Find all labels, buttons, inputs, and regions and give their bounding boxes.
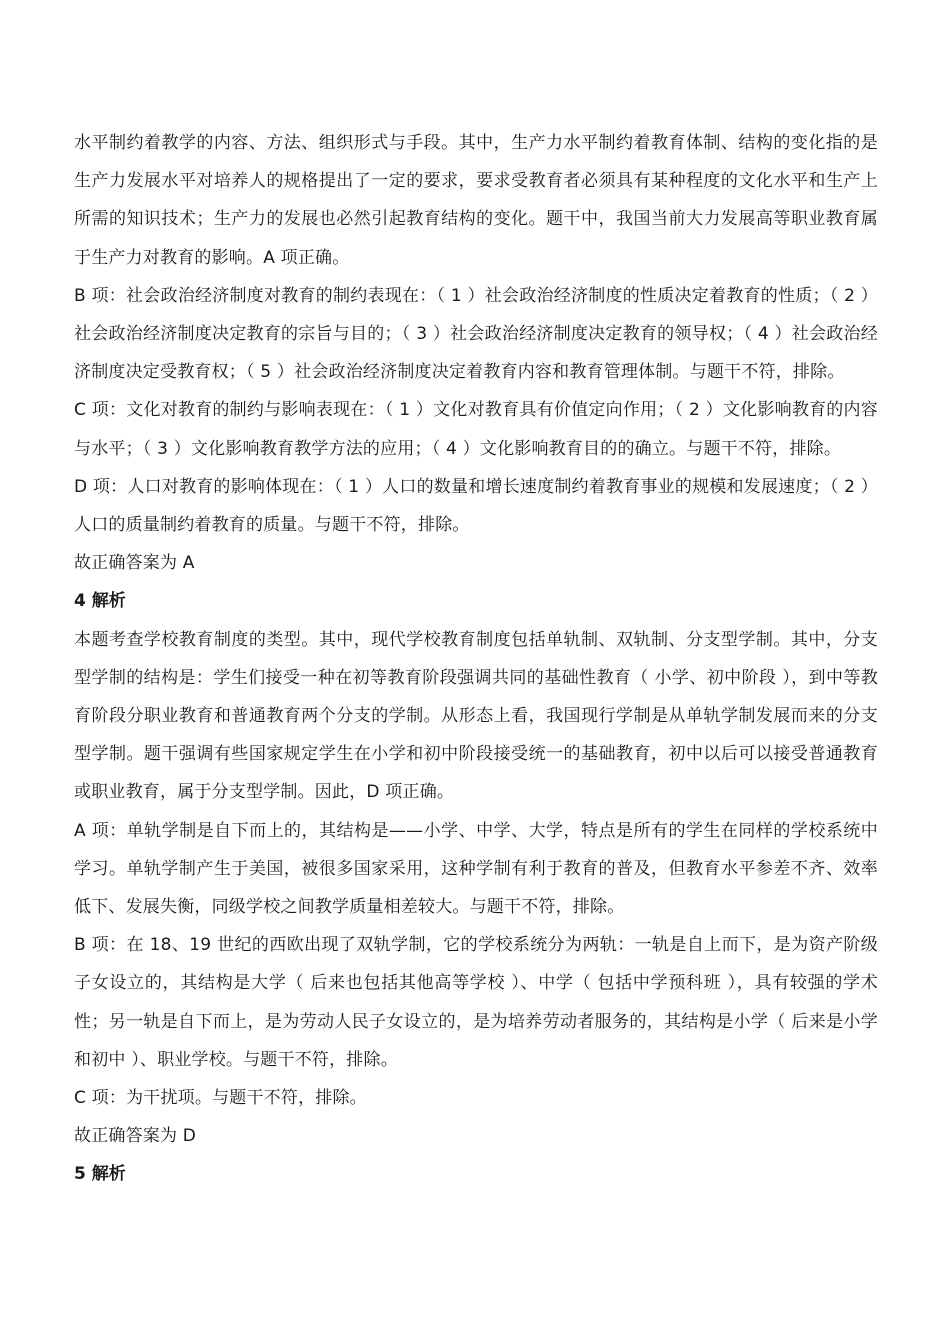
paragraph-option-b-dual-track: B 项：在 18、19 世纪的西欧出现了双轨学制，它的学校系统分为两轨：一轨是自上而下，是为资产阶级子女设立的，其结构是大学（ 后来也包括其他高等学校 ）、中学（ 包括中学预科班 ），具有较强的学术性；另一轨是自下而上，是为劳动人民子女设立的，是为培养劳动者服务的，其结构是小学（ 后来是小学和初中 ）、职业学校。与题干不符，排除。 [74, 935, 878, 1070]
paragraph-option-b-politics: B 项：社会政治经济制度对教育的制约表现在：（ 1 ）社会政治经济制度的性质决定着教育的性质；（ 2 ）社会政治经济制度决定教育的宗旨与目的；（ 3 ）社会政治经济制度决定教育的领导权；（ 4 ）社会政治经济制度决定受教育权；（ 5 ）社会政治经济制度决定着教育内容和教育管理体制。与题干不符，排除。 [74, 285, 878, 383]
paragraph-option-d-population: D 项：人口对教育的影响体现在：（ 1 ）人口的数量和增长速度制约着教育事业的规模和发展速度；（ 2 ）人口的质量制约着教育的质量。与题干不符，排除。 [74, 476, 878, 536]
section-heading-4: 4 解析 [74, 591, 126, 612]
answer-line-3: 故正确答案为 A [74, 553, 195, 574]
paragraph-option-a-single-track: A 项：单轨学制是自下而上的，其结构是——小学、中学、大学，特点是所有的学生在同样的学校系统中学习。单轨学制产生于美国，被很多国家采用，这种学制有利于教育的普及，但教育水平参差不齐、效率低下、发展失衡，同级学校之间教学质量相差较大。与题干不符，排除。 [74, 820, 878, 918]
paragraph-option-c-distractor: C 项：为干扰项。与题干不符，排除。 [74, 1088, 367, 1109]
section-heading-5: 5 解析 [74, 1164, 126, 1185]
paragraph-option-c-culture: C 项：文化对教育的制约与影响表现在：（ 1 ）文化对教育具有价值定向作用；（ 2 ）文化影响教育的内容与水平；（ 3 ）文化影响教育教学方法的应用；（ 4 ）文化影响教育目的的确立。与题干不符，排除。 [74, 400, 878, 459]
paragraph-4-analysis: 本题考查学校教育制度的类型。其中，现代学校教育制度包括单轨制、双轨制、分支型学制。其中，分支型学制的结构是：学生们接受一种在初等教育阶段强调共同的基础性教育（ 小学、初中阶段 ），到中等教育阶段分职业教育和普通教育两个分支的学制。从形态上看，我国现行学制是从单轨学制发展而来的分支型学制。题干强调有些国家规定学生在小学和初中阶段接受统一的基础教育，初中以后可以接受普通教育或职业教育，属于分支型学制。因此，D 项正确。 [74, 629, 878, 803]
document-page [74, 124, 878, 1194]
answer-line-4: 故正确答案为 D [74, 1126, 197, 1147]
paragraph-3-analysis-continued: 水平制约着教学的内容、方法、组织形式与手段。其中，生产力水平制约着教育体制、结构的变化指的是生产力发展水平对培养人的规格提出了一定的要求，要求受教育者必须具有某种程度的文化水平和生产上所需的知识技术；生产力的发展也必然引起教育结构的变化。题干中，我国当前大力发展高等职业教育属于生产力对教育的影响。A 项正确。 [74, 133, 878, 268]
